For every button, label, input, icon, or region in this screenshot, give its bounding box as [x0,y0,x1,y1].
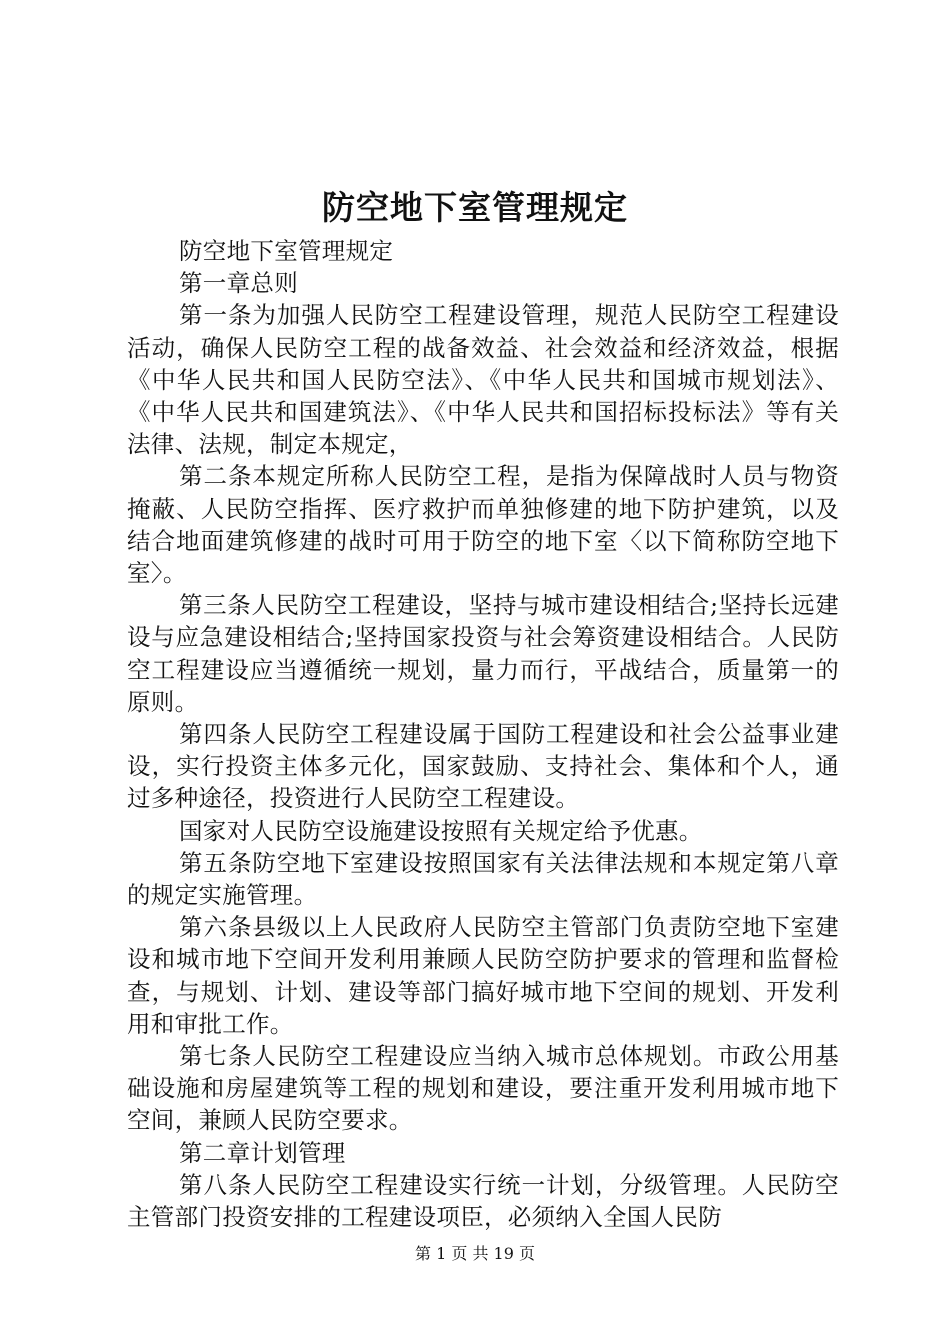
document-body [127,235,839,1233]
paragraph-article-2: 第二条本规定所称人民防空工程，是指为保障战时人员与物资掩蔽、人民防空指挥、医疗救护而单独修建的地下防护建筑，以及结合地面建筑修建的战时可用于防空的地下室〈以下简称防空地下室〉。 [127,462,839,588]
chapter-heading: 第一章总则 [179,269,298,298]
paragraph-article-6: 第六条县级以上人民政府人民防空主管部门负责防空地下室建设和城市地下空间开发利用兼顾人民防空防护要求的管理和监督检查，与规划、计划、建设等部门搞好城市地下空间的规划、开发利用和审批工作。 [127,913,839,1038]
document-title: 防空地下室管理规定 [322,188,628,227]
paragraph-article-7: 第七条人民防空工程建设应当纳入城市总体规划。市政公用基础设施和房屋建筑等工程的规划和建设，要注重开发利用城市地下空间，兼顾人民防空要求。 [127,1042,839,1135]
paragraph-article-8: 第八条人民防空工程建设实行统一计划，分级管理。人民防空主管部门投资安排的工程建设项臣，必须纳入全国人民防 [127,1170,839,1232]
paragraph-article-4-note: 国家对人民防空设施建设按照有关规定给予优惠。 [179,816,703,845]
paragraph-article-4: 第四条人民防空工程建设属于国防工程建设和社会公益事业建设，实行投资主体多元化，国家鼓励、支持社会、集体和个人，通过多种途径，投资进行人民防空工程建设。 [127,720,839,813]
paragraph-article-3: 第三条人民防空工程建设，坚持与城市建设相结合;坚持长远建设与应急建设相结合;坚持国家投资与社会筹资建设相结合。人民防空工程建设应当遵循统一规划，量力而行，平战结合，质量第一的原则。 [127,591,839,716]
chapter-heading: 第二章计划管理 [179,1138,346,1167]
paragraph-subtitle: 防空地下室管理规定 [179,237,394,265]
page-number: 第 1 页 共 19 页 [415,1244,535,1263]
paragraph-article-5: 第五条防空地下室建设按照国家有关法律法规和本规定第八章的规定实施管理。 [127,848,839,910]
paragraph-article-1: 第一条为加强人民防空工程建设管理，规范人民防空工程建设活动，确保人民防空工程的战备效益、社会效益和经济效益，根据《中华人民共和国人民防空法》、《中华人民共和国城市规划法》、《中华人民共和国建筑法》、《中华人民共和国招标投标法》等有关法律、法规，制定本规定， [127,301,839,459]
